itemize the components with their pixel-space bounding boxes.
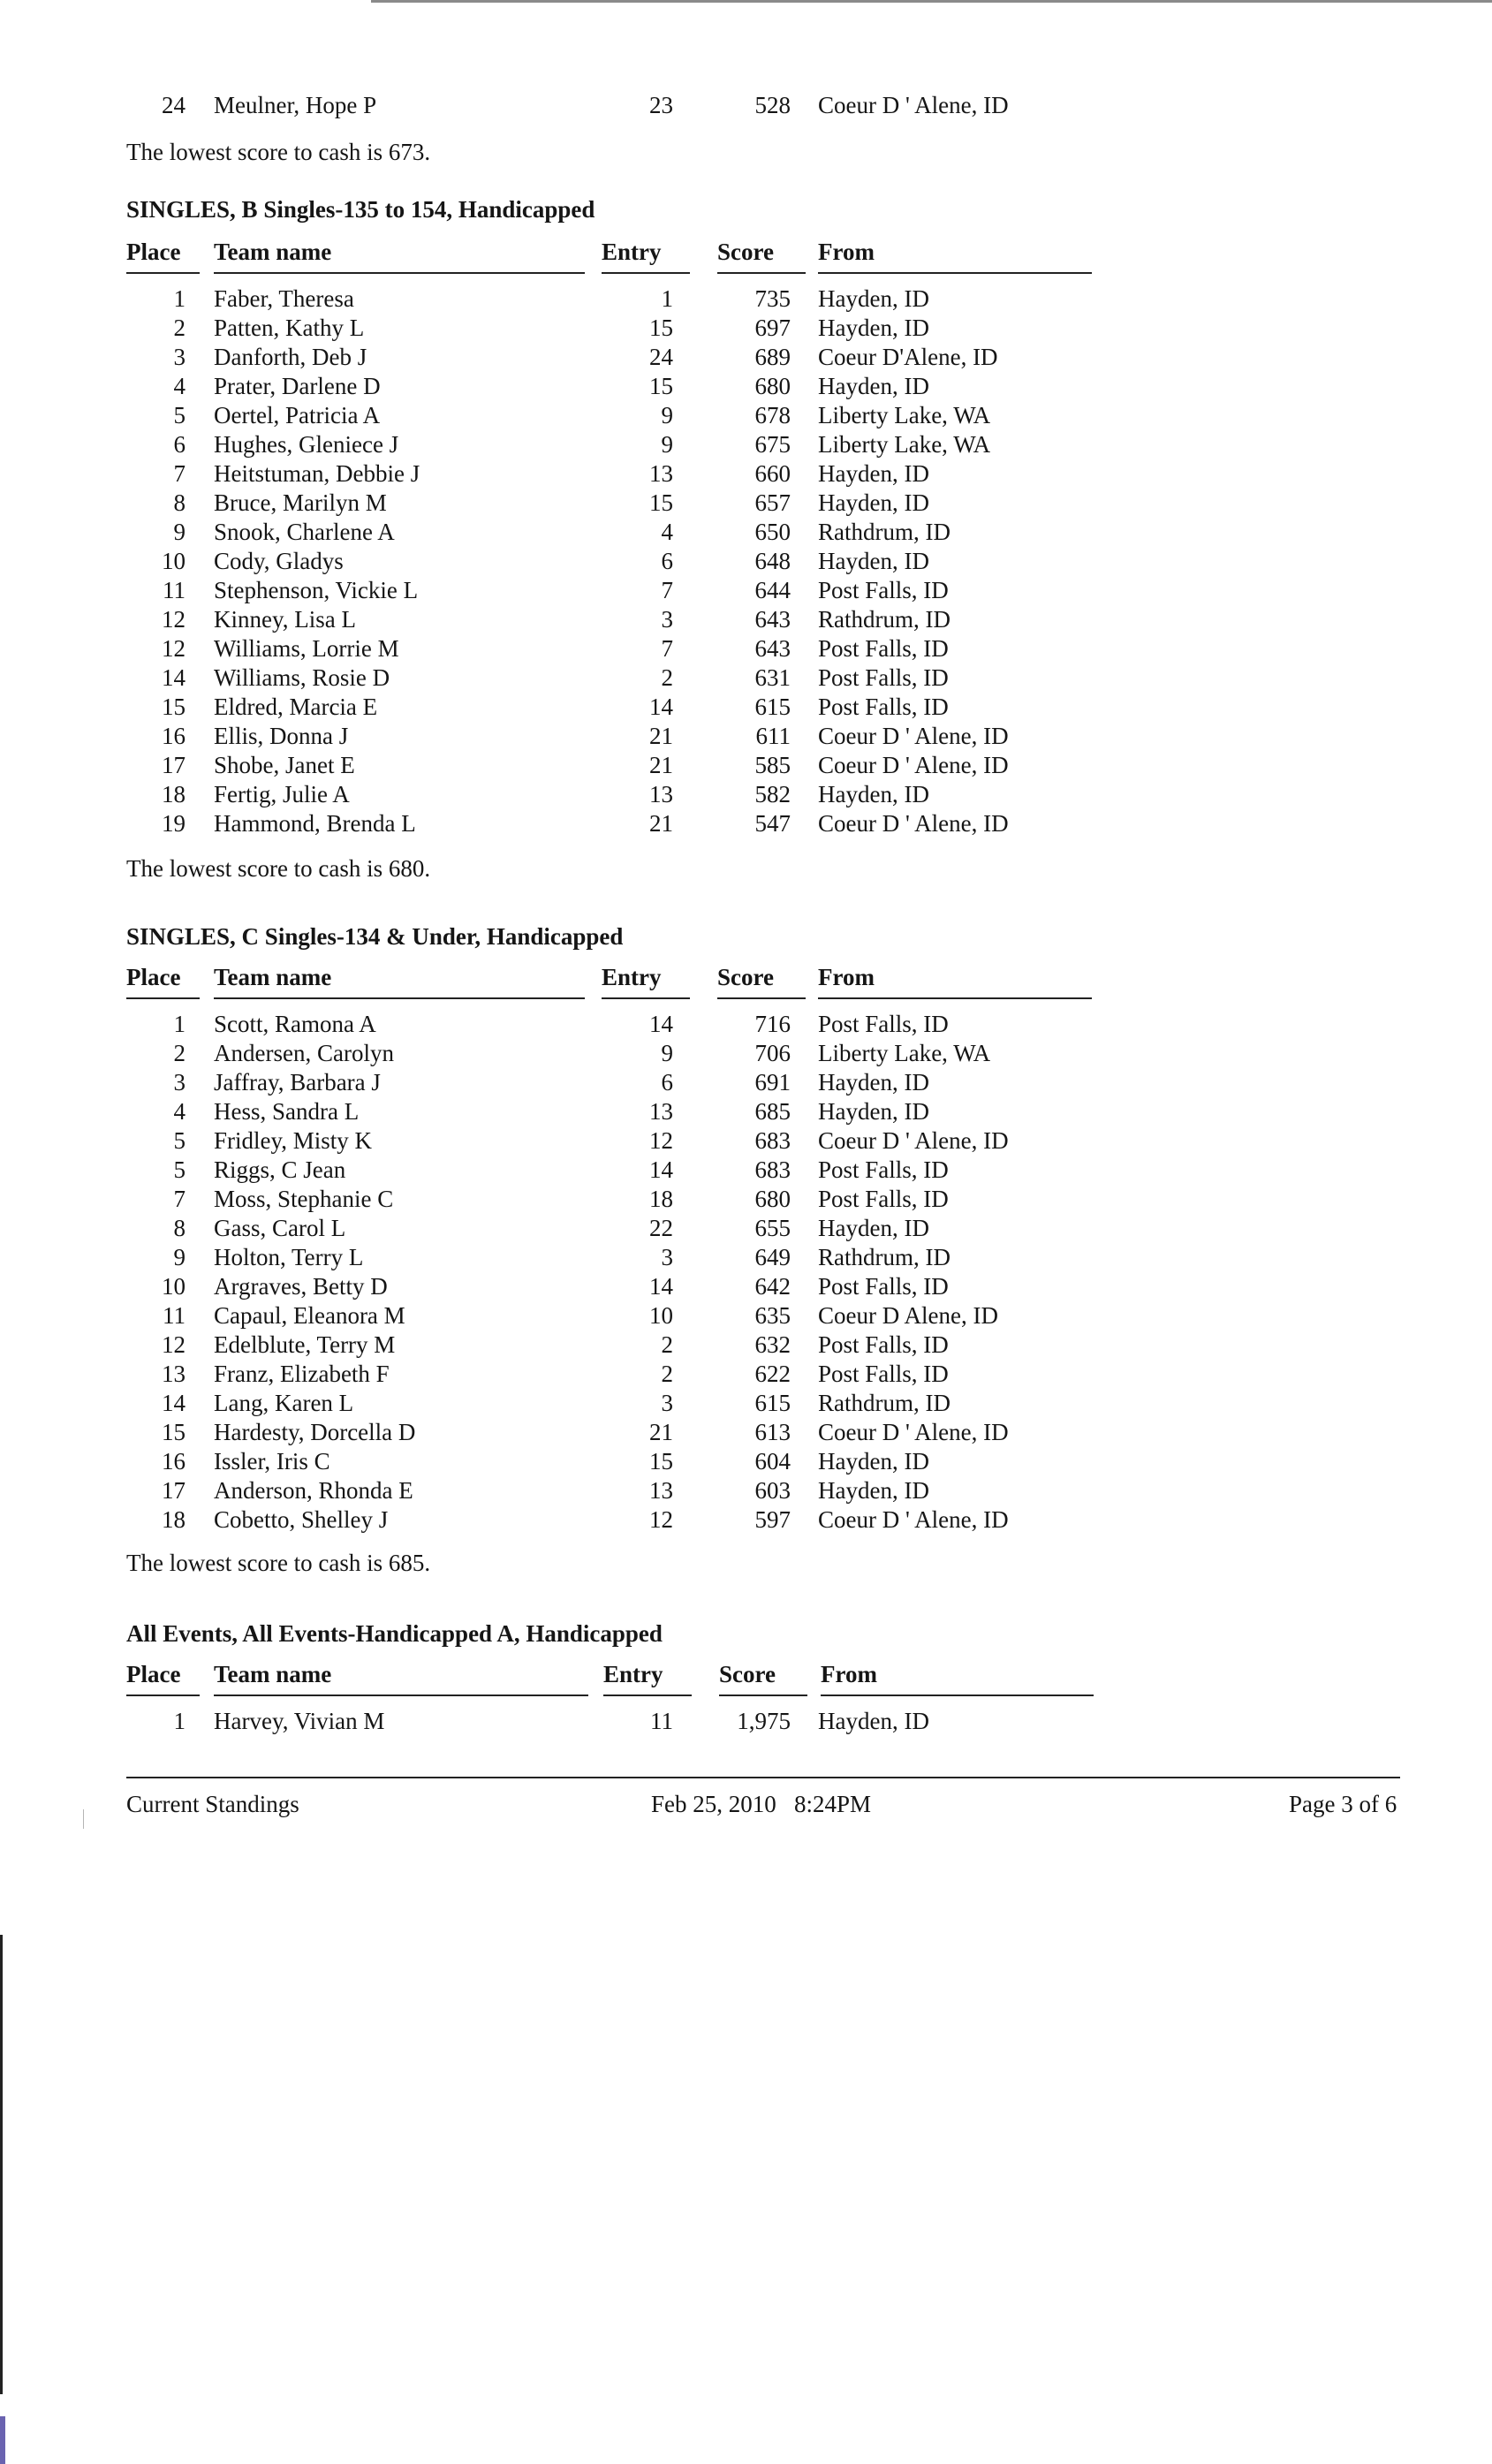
team-name-cell: Hardesty, Dorcella D bbox=[214, 1419, 416, 1445]
from-cell: Hayden, ID bbox=[818, 1098, 929, 1125]
from-cell: Liberty Lake, WA bbox=[818, 1040, 991, 1066]
footer-timestamp: Feb 25, 2010 8:24PM bbox=[651, 1791, 872, 1817]
entry-cell: 2 bbox=[661, 664, 673, 691]
score-cell: 644 bbox=[754, 577, 791, 603]
from-cell: Coeur D'Alene, ID bbox=[818, 344, 998, 370]
entry-cell: 14 bbox=[649, 1156, 673, 1183]
score-cell: 528 bbox=[754, 92, 791, 118]
score-cell: 613 bbox=[754, 1419, 791, 1445]
team-name-cell: Anderson, Rhonda E bbox=[214, 1477, 413, 1504]
table-row bbox=[0, 605, 1492, 634]
header-score: Score bbox=[719, 1661, 776, 1687]
team-name-cell: Scott, Ramona A bbox=[214, 1011, 376, 1037]
header-name-underline bbox=[214, 997, 585, 999]
place-cell: 4 bbox=[173, 1098, 186, 1125]
entry-cell: 21 bbox=[649, 1419, 673, 1445]
score-cell: 683 bbox=[754, 1156, 791, 1183]
from-cell: Coeur D ' Alene, ID bbox=[818, 1419, 1009, 1445]
header-entry-underline bbox=[603, 1694, 692, 1696]
score-cell: 735 bbox=[754, 285, 791, 312]
header-from-underline bbox=[821, 1694, 1094, 1696]
from-cell: Hayden, ID bbox=[818, 285, 929, 312]
from-cell: Hayden, ID bbox=[818, 781, 929, 807]
place-cell: 12 bbox=[162, 606, 186, 633]
table-row bbox=[0, 91, 1492, 120]
table-row bbox=[0, 751, 1492, 780]
results-table bbox=[0, 1010, 1492, 1535]
team-name-cell: Meulner, Hope P bbox=[214, 92, 377, 118]
score-cell: 631 bbox=[754, 664, 791, 691]
team-name-cell: Danforth, Deb J bbox=[214, 344, 367, 370]
entry-cell: 3 bbox=[661, 1390, 673, 1416]
score-cell: 691 bbox=[754, 1069, 791, 1096]
entry-cell: 6 bbox=[661, 548, 673, 574]
entry-cell: 1 bbox=[661, 285, 673, 312]
header-from: From bbox=[818, 239, 875, 265]
table-row bbox=[0, 1039, 1492, 1068]
table-row bbox=[0, 1097, 1492, 1126]
team-name-cell: Shobe, Janet E bbox=[214, 752, 355, 778]
score-cell: 642 bbox=[754, 1273, 791, 1300]
place-cell: 19 bbox=[162, 810, 186, 837]
table-row bbox=[0, 722, 1492, 751]
score-cell: 716 bbox=[754, 1011, 791, 1037]
header-score-underline bbox=[717, 997, 806, 999]
entry-cell: 22 bbox=[649, 1215, 673, 1241]
place-cell: 16 bbox=[162, 1448, 186, 1475]
table-row bbox=[0, 372, 1492, 401]
team-name-cell: Issler, Iris C bbox=[214, 1448, 330, 1475]
entry-cell: 2 bbox=[661, 1331, 673, 1358]
team-name-cell: Riggs, C Jean bbox=[214, 1156, 346, 1183]
place-cell: 1 bbox=[173, 1011, 186, 1037]
score-cell: 680 bbox=[754, 373, 791, 399]
footer-rule bbox=[126, 1777, 1400, 1778]
header-entry-underline bbox=[602, 272, 690, 274]
place-cell: 9 bbox=[173, 1244, 186, 1270]
place-cell: 15 bbox=[162, 1419, 186, 1445]
header-place-underline bbox=[126, 272, 200, 274]
from-cell: Post Falls, ID bbox=[818, 1186, 949, 1212]
entry-cell: 9 bbox=[661, 402, 673, 428]
place-cell: 10 bbox=[162, 548, 186, 574]
team-name-cell: Snook, Charlene A bbox=[214, 519, 395, 545]
from-cell: Post Falls, ID bbox=[818, 1361, 949, 1387]
team-name-cell: Hess, Sandra L bbox=[214, 1098, 360, 1125]
entry-cell: 15 bbox=[649, 373, 673, 399]
team-name-cell: Prater, Darlene D bbox=[214, 373, 381, 399]
table-row bbox=[0, 1010, 1492, 1039]
place-cell: 6 bbox=[173, 431, 186, 458]
entry-cell: 10 bbox=[649, 1302, 673, 1329]
table-header bbox=[0, 237, 1492, 279]
team-name-cell: Williams, Rosie D bbox=[214, 664, 390, 691]
team-name-cell: Patten, Kathy L bbox=[214, 315, 365, 341]
place-cell: 7 bbox=[173, 460, 186, 487]
from-cell: Post Falls, ID bbox=[818, 577, 949, 603]
score-cell: 678 bbox=[754, 402, 791, 428]
place-cell: 12 bbox=[162, 1331, 186, 1358]
place-cell: 2 bbox=[173, 1040, 186, 1066]
table-row bbox=[0, 663, 1492, 693]
score-cell: 706 bbox=[754, 1040, 791, 1066]
section-all-events bbox=[0, 1619, 1492, 1734]
scan-left-edge-mark bbox=[0, 1935, 3, 2394]
entry-cell: 3 bbox=[661, 606, 673, 633]
section-b-singles bbox=[0, 195, 1492, 882]
header-name-underline bbox=[214, 272, 585, 274]
from-cell: Coeur D ' Alene, ID bbox=[818, 810, 1009, 837]
table-row bbox=[0, 401, 1492, 430]
score-cell: 650 bbox=[754, 519, 791, 545]
score-cell: 648 bbox=[754, 548, 791, 574]
team-name-cell: Franz, Elizabeth F bbox=[214, 1361, 390, 1387]
team-name-cell: Moss, Stephanie C bbox=[214, 1186, 394, 1212]
header-entry: Entry bbox=[602, 964, 662, 990]
table-header bbox=[0, 962, 1492, 1005]
header-score-underline bbox=[719, 1694, 807, 1696]
header-entry-underline bbox=[602, 997, 690, 999]
place-cell: 15 bbox=[162, 694, 186, 720]
score-cell: 585 bbox=[754, 752, 791, 778]
from-cell: Hayden, ID bbox=[818, 315, 929, 341]
place-cell: 11 bbox=[163, 577, 186, 603]
team-name-cell: Edelblute, Terry M bbox=[214, 1331, 396, 1358]
score-cell: 611 bbox=[755, 723, 791, 749]
header-from: From bbox=[821, 1661, 877, 1687]
team-name-cell: Eldred, Marcia E bbox=[214, 694, 378, 720]
table-row bbox=[0, 780, 1492, 809]
from-cell: Rathdrum, ID bbox=[818, 519, 950, 545]
header-from: From bbox=[818, 964, 875, 990]
table-row bbox=[0, 547, 1492, 576]
header-place: Place bbox=[126, 239, 181, 265]
table-row bbox=[0, 1418, 1492, 1447]
entry-cell: 4 bbox=[661, 519, 673, 545]
entry-cell: 18 bbox=[649, 1186, 673, 1212]
from-cell: Post Falls, ID bbox=[818, 694, 949, 720]
place-cell: 3 bbox=[173, 344, 186, 370]
table-row bbox=[0, 1389, 1492, 1418]
carryover-section bbox=[0, 91, 1492, 165]
lowest-score-note: The lowest score to cash is 680. bbox=[126, 855, 431, 882]
section-title: All Events, All Events-Handicapped A, Handicapped bbox=[126, 1620, 663, 1647]
scan-left-edge-mark-lower bbox=[0, 2416, 5, 2464]
section-title: SINGLES, C Singles-134 & Under, Handicapped bbox=[126, 923, 624, 950]
team-name-cell: Oertel, Patricia A bbox=[214, 402, 381, 428]
score-cell: 689 bbox=[754, 344, 791, 370]
entry-cell: 21 bbox=[649, 752, 673, 778]
score-cell: 615 bbox=[754, 1390, 791, 1416]
team-name-cell: Heitstuman, Debbie J bbox=[214, 460, 420, 487]
header-team-name: Team name bbox=[214, 239, 332, 265]
score-cell: 649 bbox=[754, 1244, 791, 1270]
entry-cell: 2 bbox=[661, 1361, 673, 1387]
from-cell: Coeur D ' Alene, ID bbox=[818, 1127, 1009, 1154]
header-place: Place bbox=[126, 1661, 181, 1687]
score-cell: 683 bbox=[754, 1127, 791, 1154]
team-name-cell: Lang, Karen L bbox=[214, 1390, 354, 1416]
header-score: Score bbox=[717, 239, 774, 265]
entry-cell: 9 bbox=[661, 431, 673, 458]
place-cell: 1 bbox=[173, 1708, 186, 1734]
team-name-cell: Andersen, Carolyn bbox=[214, 1040, 394, 1066]
header-entry: Entry bbox=[603, 1661, 663, 1687]
from-cell: Rathdrum, ID bbox=[818, 1390, 950, 1416]
section-title: SINGLES, B Singles-135 to 154, Handicapped bbox=[126, 196, 595, 223]
score-cell: 657 bbox=[754, 489, 791, 516]
entry-cell: 3 bbox=[661, 1244, 673, 1270]
entry-cell: 15 bbox=[649, 315, 673, 341]
table-row bbox=[0, 459, 1492, 489]
team-name-cell: Fridley, Misty K bbox=[214, 1127, 373, 1154]
table-row bbox=[0, 1272, 1492, 1301]
from-cell: Post Falls, ID bbox=[818, 1156, 949, 1183]
from-cell: Hayden, ID bbox=[818, 548, 929, 574]
score-cell: 603 bbox=[754, 1477, 791, 1504]
table-row bbox=[0, 284, 1492, 314]
lowest-score-note: The lowest score to cash is 673. bbox=[126, 139, 431, 165]
table-row bbox=[0, 1447, 1492, 1476]
header-from-underline bbox=[818, 997, 1092, 999]
from-cell: Hayden, ID bbox=[818, 460, 929, 487]
header-team-name: Team name bbox=[214, 964, 332, 990]
entry-cell: 12 bbox=[649, 1506, 673, 1533]
place-cell: 2 bbox=[173, 315, 186, 341]
from-cell: Liberty Lake, WA bbox=[818, 431, 991, 458]
header-name-underline bbox=[214, 1694, 588, 1696]
from-cell: Rathdrum, ID bbox=[818, 1244, 950, 1270]
lowest-score-note: The lowest score to cash is 685. bbox=[126, 1550, 431, 1576]
team-name-cell: Holton, Terry L bbox=[214, 1244, 364, 1270]
place-cell: 14 bbox=[162, 1390, 186, 1416]
place-cell: 18 bbox=[162, 1506, 186, 1533]
team-name-cell: Bruce, Marilyn M bbox=[214, 489, 387, 516]
table-row bbox=[0, 634, 1492, 663]
header-score-underline bbox=[717, 272, 806, 274]
place-cell: 16 bbox=[162, 723, 186, 749]
entry-cell: 13 bbox=[649, 460, 673, 487]
table-row bbox=[0, 693, 1492, 722]
header-team-name: Team name bbox=[214, 1661, 332, 1687]
score-cell: 660 bbox=[754, 460, 791, 487]
section-c-singles bbox=[0, 922, 1492, 1576]
place-cell: 14 bbox=[162, 664, 186, 691]
score-cell: 680 bbox=[754, 1186, 791, 1212]
entry-cell: 21 bbox=[649, 810, 673, 837]
place-cell: 17 bbox=[162, 1477, 186, 1504]
team-name-cell: Hughes, Gleniece J bbox=[214, 431, 399, 458]
team-name-cell: Cody, Gladys bbox=[214, 548, 344, 574]
score-cell: 615 bbox=[754, 694, 791, 720]
from-cell: Post Falls, ID bbox=[818, 635, 949, 662]
table-row bbox=[0, 343, 1492, 372]
from-cell: Hayden, ID bbox=[818, 1477, 929, 1504]
table-header bbox=[0, 1659, 1492, 1702]
entry-cell: 23 bbox=[649, 92, 673, 118]
team-name-cell: Cobetto, Shelley J bbox=[214, 1506, 389, 1533]
entry-cell: 13 bbox=[649, 781, 673, 807]
from-cell: Hayden, ID bbox=[818, 373, 929, 399]
team-name-cell: Ellis, Donna J bbox=[214, 723, 349, 749]
from-cell: Coeur D ' Alene, ID bbox=[818, 1506, 1009, 1533]
from-cell: Rathdrum, ID bbox=[818, 606, 950, 633]
score-cell: 635 bbox=[754, 1302, 791, 1329]
from-cell: Post Falls, ID bbox=[818, 1331, 949, 1358]
entry-cell: 14 bbox=[649, 1273, 673, 1300]
place-cell: 11 bbox=[163, 1302, 186, 1329]
scan-top-edge bbox=[371, 0, 1492, 3]
team-name-cell: Faber, Theresa bbox=[214, 285, 354, 312]
table-row bbox=[0, 1476, 1492, 1505]
entry-cell: 11 bbox=[650, 1708, 673, 1734]
table-row bbox=[0, 1331, 1492, 1360]
table-row bbox=[0, 1707, 1492, 1736]
results-table bbox=[0, 1707, 1492, 1736]
entry-cell: 14 bbox=[649, 1011, 673, 1037]
header-place: Place bbox=[126, 964, 181, 990]
header-from-underline bbox=[818, 272, 1092, 274]
place-cell: 5 bbox=[173, 1156, 186, 1183]
place-cell: 9 bbox=[173, 519, 186, 545]
place-cell: 8 bbox=[173, 1215, 186, 1241]
from-cell: Coeur D ' Alene, ID bbox=[818, 752, 1009, 778]
entry-cell: 13 bbox=[649, 1098, 673, 1125]
table-row bbox=[0, 1243, 1492, 1272]
score-cell: 582 bbox=[754, 781, 791, 807]
from-cell: Hayden, ID bbox=[818, 1708, 929, 1734]
from-cell: Post Falls, ID bbox=[818, 1011, 949, 1037]
score-cell: 1,975 bbox=[737, 1708, 791, 1734]
score-cell: 643 bbox=[754, 606, 791, 633]
from-cell: Hayden, ID bbox=[818, 1448, 929, 1475]
entry-cell: 9 bbox=[661, 1040, 673, 1066]
entry-cell: 15 bbox=[649, 489, 673, 516]
team-name-cell: Gass, Carol L bbox=[214, 1215, 346, 1241]
team-name-cell: Jaffray, Barbara J bbox=[214, 1069, 381, 1096]
from-cell: Coeur D Alene, ID bbox=[818, 1302, 998, 1329]
entry-cell: 7 bbox=[661, 577, 673, 603]
entry-cell: 24 bbox=[649, 344, 673, 370]
place-cell: 5 bbox=[173, 1127, 186, 1154]
table-row bbox=[0, 576, 1492, 605]
score-cell: 655 bbox=[754, 1215, 791, 1241]
table-row bbox=[0, 430, 1492, 459]
table-row bbox=[0, 489, 1492, 518]
header-score: Score bbox=[717, 964, 774, 990]
team-name-cell: Capaul, Eleanora M bbox=[214, 1302, 405, 1329]
place-cell: 12 bbox=[162, 635, 186, 662]
score-cell: 685 bbox=[754, 1098, 791, 1125]
from-cell: Coeur D ' Alene, ID bbox=[818, 723, 1009, 749]
team-name-cell: Kinney, Lisa L bbox=[214, 606, 356, 633]
team-name-cell: Argraves, Betty D bbox=[214, 1273, 388, 1300]
table-row bbox=[0, 518, 1492, 547]
entry-cell: 14 bbox=[649, 694, 673, 720]
place-cell: 17 bbox=[162, 752, 186, 778]
header-place-underline bbox=[126, 997, 200, 999]
entry-cell: 13 bbox=[649, 1477, 673, 1504]
from-cell: Hayden, ID bbox=[818, 1069, 929, 1096]
score-cell: 643 bbox=[754, 635, 791, 662]
team-name-cell: Stephenson, Vickie L bbox=[214, 577, 419, 603]
entry-cell: 15 bbox=[649, 1448, 673, 1475]
team-name-cell: Hammond, Brenda L bbox=[214, 810, 416, 837]
table-row bbox=[0, 1214, 1492, 1243]
score-cell: 604 bbox=[754, 1448, 791, 1475]
place-cell: 18 bbox=[162, 781, 186, 807]
entry-cell: 12 bbox=[649, 1127, 673, 1154]
table-row bbox=[0, 1126, 1492, 1156]
entry-cell: 6 bbox=[661, 1069, 673, 1096]
entry-cell: 21 bbox=[649, 723, 673, 749]
table-row bbox=[0, 809, 1492, 838]
place-cell: 24 bbox=[162, 92, 186, 118]
score-cell: 675 bbox=[754, 431, 791, 458]
table-row bbox=[0, 1360, 1492, 1389]
table-row bbox=[0, 1301, 1492, 1331]
entry-cell: 7 bbox=[661, 635, 673, 662]
place-cell: 7 bbox=[173, 1186, 186, 1212]
from-cell: Post Falls, ID bbox=[818, 1273, 949, 1300]
place-cell: 5 bbox=[173, 402, 186, 428]
place-cell: 8 bbox=[173, 489, 186, 516]
score-cell: 697 bbox=[754, 315, 791, 341]
score-cell: 632 bbox=[754, 1331, 791, 1358]
team-name-cell: Harvey, Vivian M bbox=[214, 1708, 385, 1734]
table-row bbox=[0, 1505, 1492, 1535]
team-name-cell: Williams, Lorrie M bbox=[214, 635, 399, 662]
team-name-cell: Fertig, Julie A bbox=[214, 781, 350, 807]
place-cell: 3 bbox=[173, 1069, 186, 1096]
footer-report-name: Current Standings bbox=[126, 1791, 299, 1817]
from-cell: Coeur D ' Alene, ID bbox=[818, 92, 1009, 118]
table-row bbox=[0, 1156, 1492, 1185]
header-place-underline bbox=[126, 1694, 200, 1696]
place-cell: 1 bbox=[173, 285, 186, 312]
score-cell: 597 bbox=[754, 1506, 791, 1533]
header-entry: Entry bbox=[602, 239, 662, 265]
from-cell: Liberty Lake, WA bbox=[818, 402, 991, 428]
table-row bbox=[0, 314, 1492, 343]
from-cell: Post Falls, ID bbox=[818, 664, 949, 691]
table-row bbox=[0, 1185, 1492, 1214]
results-table bbox=[0, 284, 1492, 838]
from-cell: Hayden, ID bbox=[818, 489, 929, 516]
footer-page-number: Page 3 of 6 bbox=[1289, 1791, 1397, 1817]
place-cell: 13 bbox=[162, 1361, 186, 1387]
score-cell: 547 bbox=[754, 810, 791, 837]
table-row bbox=[0, 1068, 1492, 1097]
place-cell: 10 bbox=[162, 1273, 186, 1300]
scan-tick-mark bbox=[83, 1809, 84, 1829]
place-cell: 4 bbox=[173, 373, 186, 399]
from-cell: Hayden, ID bbox=[818, 1215, 929, 1241]
score-cell: 622 bbox=[754, 1361, 791, 1387]
